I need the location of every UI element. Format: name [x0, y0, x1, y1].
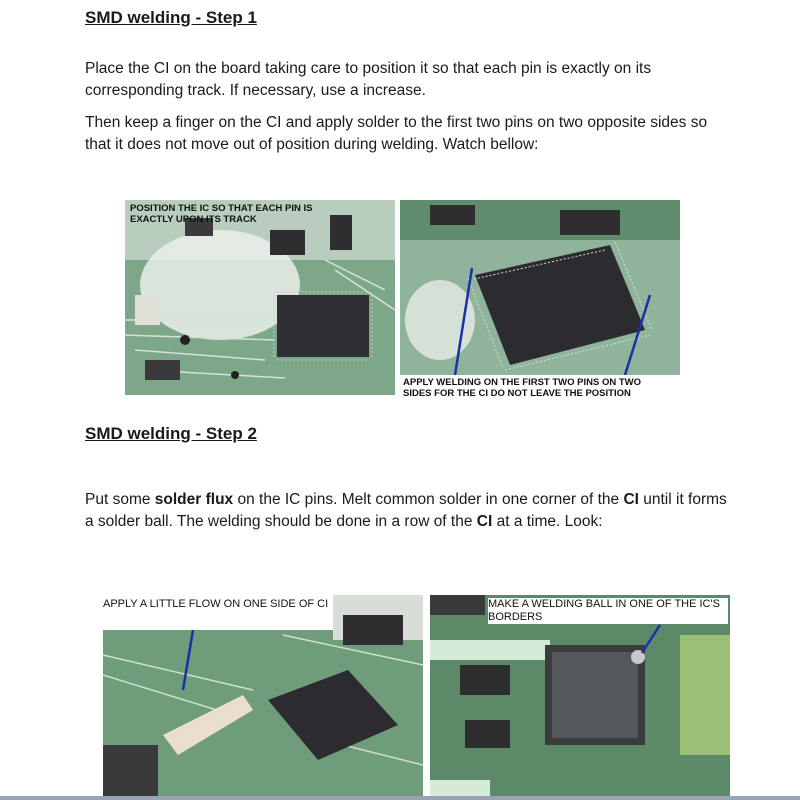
- step2-heading: SMD welding - Step 2: [85, 424, 257, 443]
- step1-right-caption: APPLY WELDING ON THE FIRST TWO PINS ON TWO SIDES FOR THE CI DO NOT LEAVE THE POSITION: [403, 377, 642, 399]
- step1-left-caption: POSITION THE IC SO THAT EACH PIN IS EXACTLY UPON ITS TRACK: [130, 203, 313, 225]
- step1-photo-apply-welding: [400, 200, 680, 395]
- step2-right-caption: MAKE A WELDING BALL IN ONE OF THE IC'S BORDERS: [488, 598, 728, 624]
- bold-ci: CI: [476, 513, 493, 530]
- step1-heading: SMD welding - Step 1: [85, 8, 257, 27]
- step2-photo-welding-ball: [430, 595, 730, 800]
- step2-photo-apply-flux: [103, 595, 423, 800]
- step1-paragraph-2: Then keep a finger on the CI and apply solder to the first two pins on two opposite sides so that it does not move out of position during welding. Watch bellow:: [85, 114, 708, 153]
- step2-left-caption: APPLY A LITTLE FLOW ON ONE SIDE OF CI: [103, 598, 333, 611]
- step1-paragraph-1: Place the CI on the board taking care to position it so that each pin is exactly on its corresponding track. If necessary, use a increase.: [85, 60, 652, 99]
- bold-ci: CI: [623, 491, 639, 508]
- page-bottom-edge: [0, 796, 800, 800]
- step2-paragraph: Put some solder flux on the IC pins. Melt common solder in one corner of the CI until it forms a solder ball. The welding should be done in a row of the CI at a time. Look:: [85, 491, 727, 530]
- step1-photo-position-ic: [125, 200, 395, 395]
- bold-solder-flux: solder flux: [154, 491, 234, 508]
